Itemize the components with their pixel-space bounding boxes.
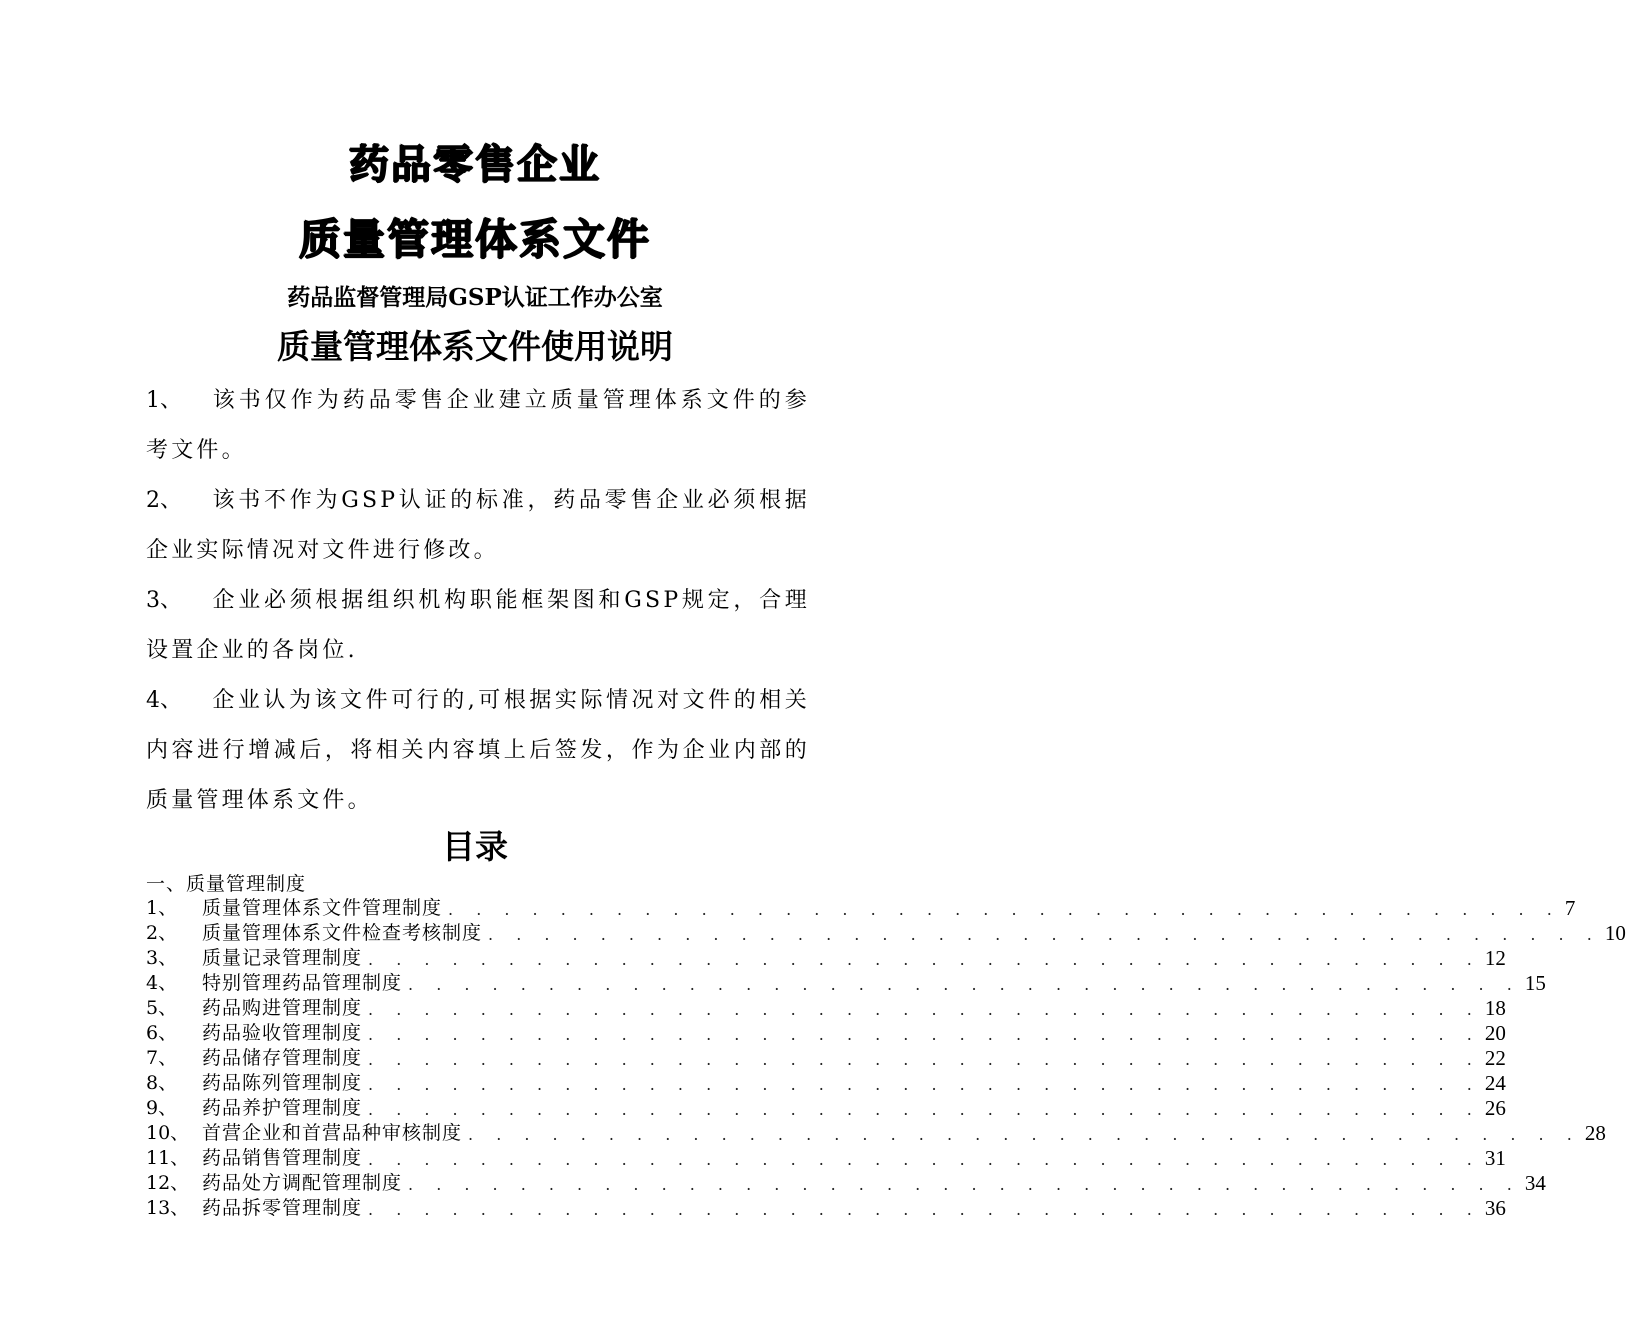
toc-entry-page: 12 [1484,946,1506,970]
toc-entry-number: 13、 [146,1197,190,1219]
toc-dot-leader: . . . . . . . . . . . . . . . . . . . . . . . . . . . . . . . . . . . . . . . . [468,1125,1581,1144]
toc-entry[interactable] [146,971,1546,996]
toc-entry-number: 1、 [146,897,178,919]
toc-entry-page: 28 [1584,1121,1606,1145]
toc-dot-leader: . . . . . . . . . . . . . . . . . . . . . . . . . . . . . . . . . . . . . . . . [368,950,1481,969]
toc-entry-label: 药品验收管理制度 [202,1022,363,1044]
toc-entry-page: 15 [1524,971,1546,995]
toc-dot-leader: . . . . . . . . . . . . . . . . . . . . . . . . . . . . . . . . . . . . . . . . [368,1050,1481,1069]
toc-entry-number: 5、 [146,997,178,1019]
toc-entry-label: 特别管理药品管理制度 [202,972,403,994]
toc-entry-number: 6、 [146,1022,178,1044]
toc-entry[interactable] [146,1071,1506,1096]
toc-entry-page: 34 [1524,1171,1546,1195]
instruction-text: 企业必须根据组织机构职能框架图和GSP规定，合理设置企业的各岗位. [146,588,810,663]
instruction-item [146,476,810,576]
toc-entry-number: 10、 [146,1122,190,1144]
toc-entry-page: 36 [1484,1196,1506,1220]
toc-entry-label: 首营企业和首营品种审核制度 [202,1122,463,1144]
instruction-text: 该书仅作为药品零售企业建立质量管理体系文件的参考文件。 [146,388,810,463]
toc-entry-number: 12、 [146,1172,190,1194]
toc-dot-leader: . . . . . . . . . . . . . . . . . . . . . . . . . . . . . . . . . . . . . . . . [368,1000,1481,1019]
toc-entry[interactable] [146,1146,1506,1171]
toc-dot-leader: . . . . . . . . . . . . . . . . . . . . . . . . . . . . . . . . . . . . . . . . [368,1075,1481,1094]
toc-entry-page: 18 [1484,996,1506,1020]
toc-entry-page: 26 [1484,1096,1506,1120]
toc-entry-label: 质量管理体系文件管理制度 [202,897,443,919]
toc-dot-leader: . . . . . . . . . . . . . . . . . . . . . . . . . . . . . . . . . . . . . . . . [408,975,1521,994]
toc-entry-page: 7 [1564,896,1576,920]
toc-entry-page: 10 [1604,921,1626,945]
toc-entry-label: 质量记录管理制度 [202,947,363,969]
toc-entry[interactable] [146,996,1506,1021]
instruction-item [146,576,810,676]
toc-entry-label: 药品陈列管理制度 [202,1072,363,1094]
toc-entry[interactable] [146,946,1506,971]
issuing-office: 药品监督管理局GSP认证工作办公室 [287,284,663,311]
toc-entry-page: 20 [1484,1021,1506,1045]
toc-entry[interactable] [146,1096,1506,1121]
toc-entry-number: 7、 [146,1047,178,1069]
instruction-number: 1、 [146,388,182,413]
toc-entry-label: 药品销售管理制度 [202,1147,363,1169]
toc-entry-page: 22 [1484,1046,1506,1070]
toc-title: 目录 [442,827,508,866]
toc-entry-page: 24 [1484,1071,1506,1095]
toc-entry-label: 药品养护管理制度 [202,1097,363,1119]
instruction-item [146,376,810,476]
toc-dot-leader: . . . . . . . . . . . . . . . . . . . . . . . . . . . . . . . . . . . . . . . . [448,900,1561,919]
toc-dot-leader: . . . . . . . . . . . . . . . . . . . . . . . . . . . . . . . . . . . . . . . . [488,925,1601,944]
toc-entry[interactable] [146,896,1576,921]
toc-section-heading: 一、质量管理制度 [146,873,307,895]
toc-entry-number: 2、 [146,922,178,944]
instruction-number: 3、 [146,588,182,613]
toc-entry-label: 质量管理体系文件检查考核制度 [202,922,483,944]
table-of-contents [146,896,1626,1221]
toc-entry-number: 8、 [146,1072,178,1094]
toc-entry-label: 药品拆零管理制度 [202,1197,363,1219]
toc-entry[interactable] [146,1196,1506,1221]
toc-entry-label: 药品购进管理制度 [202,997,363,1019]
instruction-text: 企业认为该文件可行的,可根据实际情况对文件的相关内容进行增减后，将相关内容填上后签发，作为企业内部的质量管理体系文件。 [146,688,810,813]
toc-entry[interactable] [146,1171,1546,1196]
toc-entry-number: 3、 [146,947,178,969]
toc-dot-leader: . . . . . . . . . . . . . . . . . . . . . . . . . . . . . . . . . . . . . . . . [368,1150,1481,1169]
toc-dot-leader: . . . . . . . . . . . . . . . . . . . . . . . . . . . . . . . . . . . . . . . . [368,1200,1481,1219]
toc-dot-leader: . . . . . . . . . . . . . . . . . . . . . . . . . . . . . . . . . . . . . . . . [408,1175,1521,1194]
document-title-line-1: 药品零售企业 [349,142,601,188]
toc-entry-label: 药品处方调配管理制度 [202,1172,403,1194]
toc-entry-number: 9、 [146,1097,178,1119]
instruction-number: 2、 [146,488,182,513]
document-title-line-2: 质量管理体系文件 [298,215,651,264]
toc-entry[interactable] [146,1021,1506,1046]
toc-dot-leader: . . . . . . . . . . . . . . . . . . . . . . . . . . . . . . . . . . . . . . . . [368,1100,1481,1119]
toc-entry-label: 药品储存管理制度 [202,1047,363,1069]
toc-entry[interactable] [146,1046,1506,1071]
toc-entry[interactable] [146,1121,1606,1146]
instructions-heading: 质量管理体系文件使用说明 [277,327,673,366]
instruction-text: 该书不作为GSP认证的标准，药品零售企业必须根据企业实际情况对文件进行修改。 [146,488,810,563]
instructions-list [146,376,810,826]
toc-entry-number: 11、 [146,1147,190,1169]
toc-dot-leader: . . . . . . . . . . . . . . . . . . . . . . . . . . . . . . . . . . . . . . . . [368,1025,1481,1044]
instruction-number: 4、 [146,688,182,713]
toc-entry-page: 31 [1484,1146,1506,1170]
toc-entry[interactable] [146,921,1626,946]
toc-entry-number: 4、 [146,972,178,994]
instruction-item [146,676,810,826]
